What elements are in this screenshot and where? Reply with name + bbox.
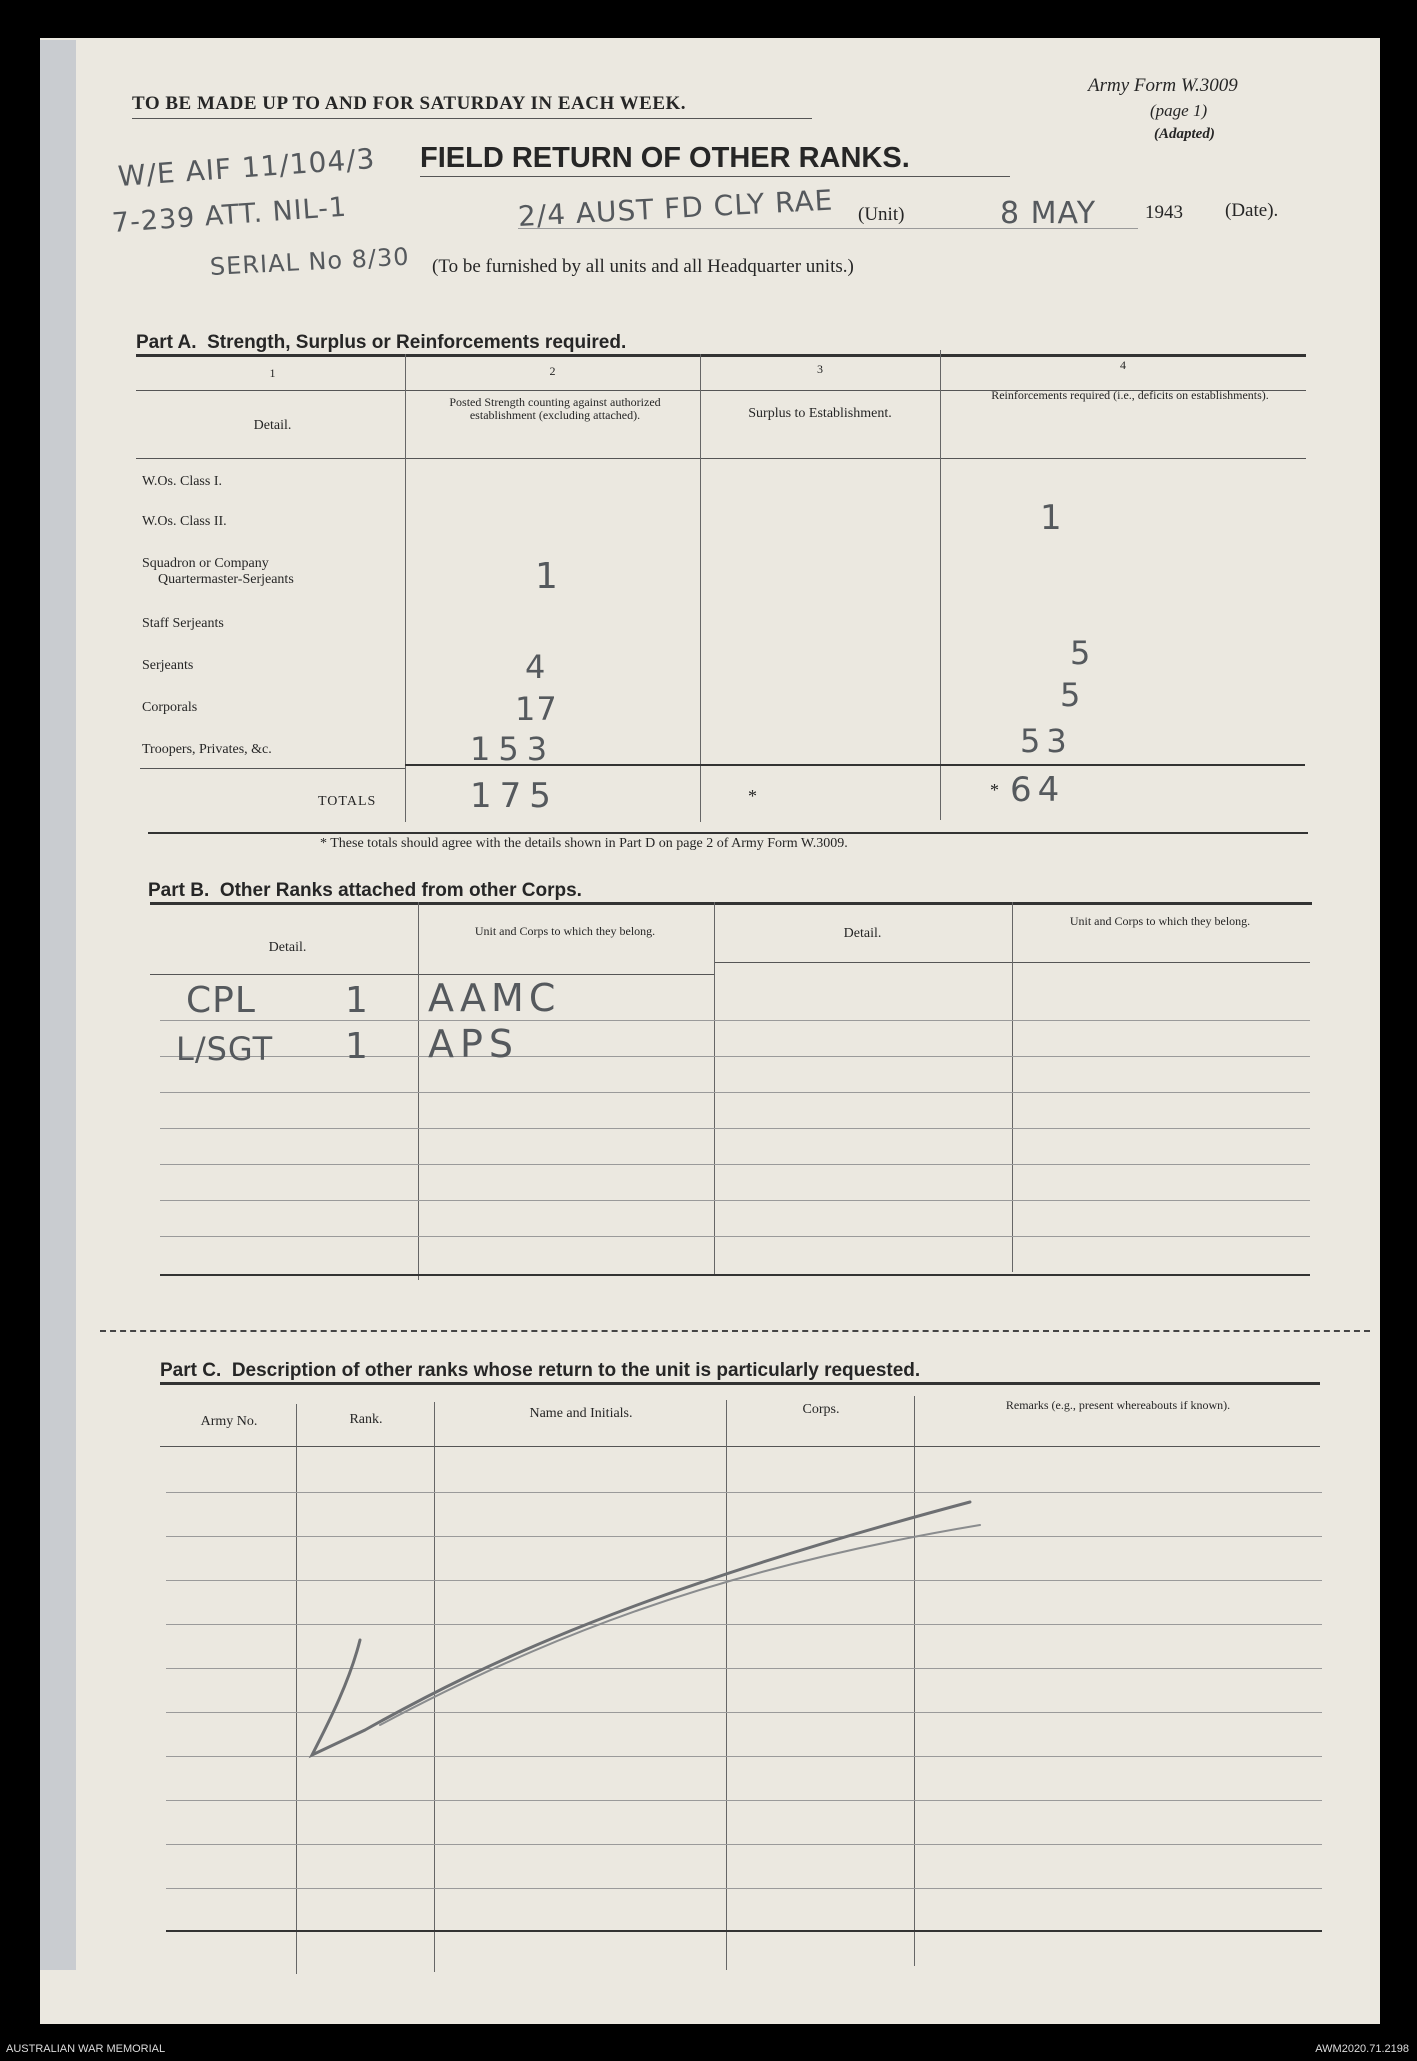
- part-c-header-rule: [160, 1446, 1320, 1447]
- col-header-posted: Posted Strength counting against authorized establishment (excluding attached).: [449, 395, 661, 422]
- pencil-checkmark-icon: [290, 1480, 990, 1780]
- totals-posted: 175: [470, 776, 559, 816]
- part-c-col-corps: Corps.: [802, 1402, 840, 1417]
- part-c-line: [166, 1844, 1322, 1845]
- part-b-entry-2-corps: APS: [428, 1022, 520, 1066]
- part-b-entry-1-corps: AAMC: [428, 976, 561, 1020]
- part-a-vrule-2: [700, 354, 701, 822]
- part-a-bottom-rule: [148, 832, 1308, 834]
- row-label-serjeants: Serjeants: [142, 658, 194, 673]
- title-underline: [420, 176, 1010, 177]
- part-a-vrule-1: [405, 354, 406, 822]
- col-num-4: 4: [1120, 358, 1126, 372]
- page-title: FIELD RETURN OF OTHER RANKS.: [420, 142, 910, 174]
- part-b-entry-2-detail: L/SGT: [176, 1030, 274, 1068]
- col-num-3: 3: [817, 362, 823, 376]
- part-b-entry-1-count: 1: [345, 980, 369, 1021]
- unit-label: (Unit): [858, 204, 905, 225]
- part-b-entry-2-count: 1: [345, 1026, 369, 1067]
- part-b-label: Part B.: [148, 880, 210, 901]
- handwritten-date: 8 MAY: [1000, 196, 1097, 231]
- col-header-detail: Detail.: [253, 418, 292, 433]
- part-b-col-unit-1: Unit and Corps to which they belong.: [474, 924, 656, 938]
- part-b-vrule-3: [1012, 902, 1013, 1272]
- totals-surplus: *: [748, 786, 757, 806]
- totals-label: TOTALS: [318, 794, 377, 809]
- row-label-troopers: Troopers, Privates, &c.: [142, 742, 272, 757]
- part-a-header-rule: [136, 458, 1306, 459]
- totals-reinf-mark: *: [990, 780, 999, 800]
- posted-serjeants: 4: [525, 648, 547, 686]
- furnish-note: (To be furnished by all units and all Headquarter units.): [432, 256, 854, 277]
- part-b-line: [160, 1020, 1310, 1021]
- part-c-heading: [160, 1360, 920, 1382]
- posted-corporals: 17: [515, 690, 558, 728]
- date-label: (Date).: [1225, 200, 1279, 221]
- totals-note: * These totals should agree with the details shown in Part D on page 2 of Army Form W.3009.: [320, 836, 848, 851]
- part-c-label: Part C.: [160, 1360, 222, 1381]
- reinf-corporals: 5: [1060, 676, 1082, 714]
- part-a-vrule-3: [940, 350, 941, 820]
- part-b-line: [160, 1128, 1310, 1129]
- col-header-reinf: Reinforcements required (i.e., deficits on establishments).: [991, 388, 1269, 402]
- footer-right: AWM2020.71.2198: [1315, 2043, 1409, 2055]
- posted-qms: 1: [535, 556, 559, 597]
- year-printed: 1943: [1145, 202, 1183, 223]
- posted-troopers: 153: [470, 730, 556, 768]
- col-num-1: 1: [269, 366, 276, 380]
- paper-edge-strip: [40, 40, 76, 1970]
- row-label-corporals: Corporals: [142, 700, 198, 715]
- part-c-col-rank: Rank.: [349, 1412, 383, 1427]
- reinf-wo2: 1: [1040, 498, 1063, 538]
- part-c-line: [166, 1888, 1322, 1889]
- part-b-col-unit-2: Unit and Corps to which they belong.: [1069, 914, 1251, 928]
- handwritten-ref-3: SERIAL No 8/30: [209, 242, 411, 281]
- form-adapted: (Adapted): [1154, 126, 1215, 142]
- part-b-line: [160, 1164, 1310, 1165]
- part-a-title: Strength, Surplus or Reinforcements required.: [207, 332, 627, 353]
- reinf-troopers: 53: [1020, 722, 1073, 760]
- row-label-qms-2: Quartermaster-Serjeants: [158, 572, 294, 587]
- part-b-title: Other Ranks attached from other Corps.: [219, 880, 582, 901]
- handwritten-ref-1: W/E AIF 11/104/3: [116, 142, 377, 193]
- part-b-bottom-rule: [160, 1274, 1310, 1276]
- part-b-line: [160, 1236, 1310, 1237]
- part-b-vrule-2: [714, 902, 715, 1276]
- part-b-vrule-1: [418, 902, 419, 1280]
- part-c-col-name: Name and Initials.: [529, 1406, 633, 1421]
- part-b-line: [160, 1092, 1310, 1093]
- part-b-heading: [148, 880, 582, 902]
- instruction-line: TO BE MADE UP TO AND FOR SATURDAY IN EACH WEEK.: [132, 93, 687, 114]
- handwritten-ref-2: 7-239 ATT. NIL-1: [110, 191, 349, 239]
- form-page-number: (page 1): [1150, 101, 1208, 120]
- part-a-top-rule: [136, 354, 1306, 357]
- part-c-line: [166, 1800, 1322, 1801]
- reinf-serjeants: 5: [1070, 634, 1092, 672]
- footer-left: AUSTRALIAN WAR MEMORIAL: [6, 2043, 166, 2055]
- part-b-col-detail-1: Detail.: [268, 940, 307, 955]
- part-c-title: Description of other ranks whose return to the unit is particularly requested.: [231, 1360, 921, 1381]
- row-label-wo1: W.Os. Class I.: [142, 474, 222, 489]
- col-num-2: 2: [549, 364, 556, 378]
- part-c-col-army-no: Army No.: [200, 1414, 258, 1429]
- part-a-heading: [136, 332, 626, 354]
- row-label-qms: Squadron or Company: [142, 556, 269, 571]
- part-b-top-rule: [150, 902, 1312, 905]
- part-b-entry-1-detail: CPL: [186, 980, 256, 1021]
- part-b-line: [160, 1056, 1310, 1057]
- instruction-underline: [132, 118, 812, 119]
- cut-line: [100, 1330, 1370, 1332]
- totals-reinf: 64: [1010, 770, 1066, 810]
- part-b-col-detail-2: Detail.: [843, 926, 882, 941]
- row-label-wo2: W.Os. Class II.: [142, 514, 227, 529]
- part-c-col-remarks: Remarks (e.g., present whereabouts if known).: [1005, 1398, 1231, 1412]
- handwritten-unit: 2/4 AUST FD CLY RAE: [517, 183, 834, 233]
- totals-top-rule-b: [140, 768, 405, 769]
- col-header-surplus: Surplus to Establishment.: [748, 406, 892, 421]
- totals-top-rule-a: [405, 764, 1305, 766]
- form-number: Army Form W.3009: [1088, 75, 1238, 96]
- part-a-label: Part A.: [136, 332, 197, 353]
- part-b-line: [160, 1200, 1310, 1201]
- part-c-bottom-rule: [166, 1930, 1322, 1932]
- part-b-header-rule-left: [150, 974, 715, 975]
- row-label-staff-sjt: Staff Serjeants: [142, 616, 224, 631]
- part-c-top-rule: [160, 1382, 1320, 1385]
